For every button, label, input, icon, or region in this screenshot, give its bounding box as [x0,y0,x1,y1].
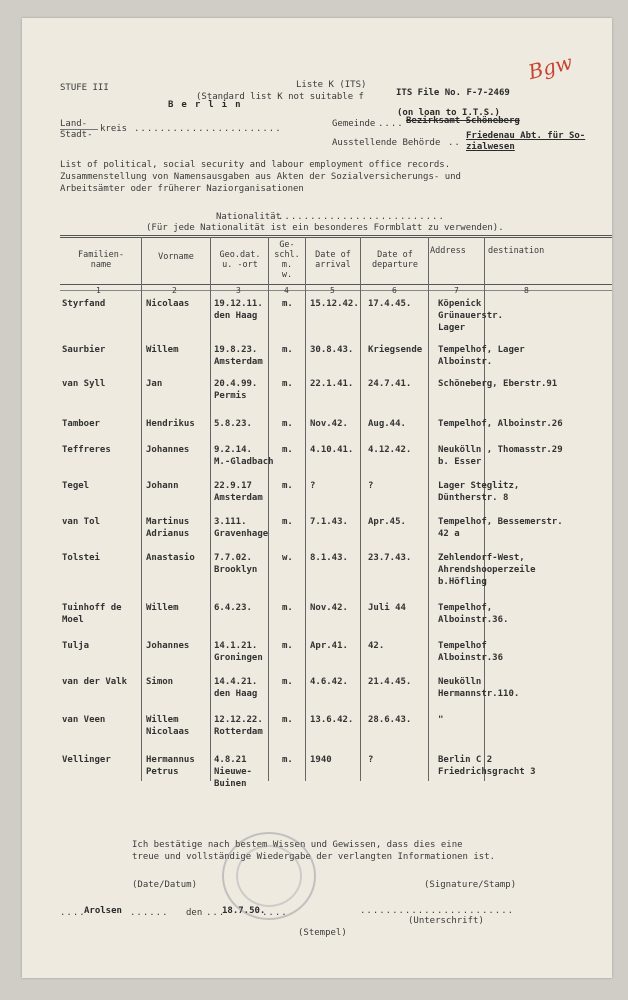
date-value: 18.7.50. [222,906,266,916]
col-header-departure: Date of departure [371,250,419,270]
col-header-address: Address [430,246,466,256]
cell-geburt: 4.8.21 Nieuwe- Buinen [214,755,252,789]
cell-geschlecht: m. [282,379,293,389]
col-header-arrival: Date of arrival [315,250,351,270]
cell-arrival: 13.6.42. [310,715,354,725]
cell-familienname: Tulja [62,641,90,651]
cell-geschlecht: m. [282,419,293,429]
col-number: 7 [454,286,459,295]
ausstellende-label: Ausstellende Behörde [332,138,441,148]
gemeinde-dots: .... [378,119,404,129]
unterschrift-label: (Unterschrift) [408,916,484,926]
stempel-label: (Stempel) [298,928,347,938]
cell-vorname: Johannes [146,445,190,455]
cell-address: Tempelhof, Alboinstr.26 [438,419,563,429]
cell-vorname: Johann [146,481,179,491]
cell-vorname: Willem Nicolaas [146,715,190,737]
cell-geburt: 14.4.21. den Haag [214,677,258,699]
ausstellende-value: Friedenau Abt. für So- zialwesen [466,131,586,152]
cell-vorname: Hermannus Petrus [146,755,195,777]
signature-label: (Signature/Stamp) [424,880,517,890]
cell-arrival: Nov.42. [310,419,348,429]
cell-arrival: ? [310,481,316,491]
cell-vorname: Simon [146,677,174,687]
confirm-line-1: Ich bestätige nach bestem Wissen und Gewissen, dass dies eine [132,840,463,850]
cell-familienname: van der Valk [62,677,128,687]
cell-address: Tempelhof Alboinstr.36 [438,641,504,663]
cell-departure: 21.4.45. [368,677,412,687]
loan-note: (on loan to I.T.S.) [397,108,500,118]
cell-geschlecht: w. [282,553,293,563]
cell-address: Berlin C 2 Friedrichsgracht 3 [438,755,536,777]
cell-arrival: Apr.41. [310,641,348,651]
standard-note: (Standard list K not suitable f [196,92,364,102]
cell-geschlecht: m. [282,481,293,491]
cell-geburt: 3.111. Gravenhage [214,517,269,539]
berlin-heading: Berlin [168,100,249,110]
cell-geburt: 19.12.11. den Haag [214,299,263,321]
cell-arrival: 4.6.42. [310,677,348,687]
cell-familienname: Tolstei [62,553,100,563]
cell-familienname: Saurbier [62,345,106,355]
cell-geschlecht: m. [282,755,293,765]
cell-familienname: van Veen [62,715,106,725]
cell-geburt: 7.7.02. Brooklyn [214,553,258,575]
intro-line-3: Arbeitsämter oder früherer Naziorganisationen [60,184,304,194]
col-number: 1 [96,286,101,295]
cell-address: Tempelhof, Alboinstr.36. [438,603,509,625]
cell-vorname: Johannes [146,641,190,651]
intro-line-2: Zusammenstellung von Namensausgaben aus Akten der Sozialversicherungs- und [60,172,461,182]
cell-arrival: 4.10.41. [310,445,354,455]
cell-geburt: 22.9.17 Amsterdam [214,481,263,503]
cell-vorname: Willem [146,345,179,355]
col-header-geburt: Geo.dat. u. -ort [219,250,261,270]
stufe-label: STUFE III [60,83,109,93]
cell-departure: 17.4.45. [368,299,412,309]
cell-arrival: 1940 [310,755,332,765]
ausstellende-dots: .. [448,138,461,148]
cell-address: " [438,715,444,725]
cell-geschlecht: m. [282,517,293,527]
kreis-dots: ....................... [134,124,282,134]
land-stadt-label: Land- Stadt- [60,119,93,140]
cell-geburt: 20.4.99. Permis [214,379,258,401]
cell-geschlecht: m. [282,603,293,613]
signature-dots: ........................ [360,906,515,916]
cell-arrival: 8.1.43. [310,553,348,563]
confirm-line-2: treue und vollständige Wiedergabe der verlangten Informationen ist. [132,852,496,862]
cell-address: Neukölln , Thomasstr.29 b. Esser [438,445,563,467]
cell-familienname: van Tol [62,517,100,527]
cell-familienname: van Syll [62,379,106,389]
cell-address: Schöneberg, Eberstr.91 [438,379,558,389]
list-title: Liste K (ITS) [296,80,367,90]
cell-familienname: Tegel [62,481,90,491]
nationalitaet-note: (Für jede Nationalität ist ein besonderes Formblatt zu verwenden). [146,223,504,233]
cell-address: Tempelhof, Bessemerstr. 42 a [438,517,563,539]
cell-vorname: Anastasio [146,553,195,563]
cell-departure: ? [368,755,374,765]
gemeinde-value: Bezirksamt Schöneberg [406,116,520,126]
cell-departure: ? [368,481,374,491]
nationalitaet-label: Nationalität [216,212,282,222]
cell-familienname: Tuinhoff de Moel [62,603,122,625]
col-header-familienname: Familien- name [77,250,125,270]
kreis-label: kreis [100,124,128,134]
cell-departure: Juli 44 [368,603,406,613]
cell-geschlecht: m. [282,345,293,355]
cell-address: Köpenick Grünauerstr. Lager [438,299,504,333]
nationalitaet-dots: .......................... [278,212,445,222]
cell-geschlecht: m. [282,715,293,725]
cell-geburt: 9.2.14. M.-Gladbach [214,445,274,467]
file-number: ITS File No. F-7-2469 [396,88,510,98]
cell-geburt: 6.4.23. [214,603,252,613]
cell-address: Tempelhof, Lager Alboinstr. [438,345,525,367]
cell-geburt: 12.12.22. Rotterdam [214,715,263,737]
cell-departure: Aug.44. [368,419,406,429]
col-header-destination: destination [488,246,545,256]
col-number: 3 [236,286,241,295]
cell-geschlecht: m. [282,641,293,651]
cell-departure: 42. [368,641,385,651]
cell-geburt: 14.1.21. Groningen [214,641,263,663]
den-label: den [186,908,203,918]
cell-arrival: 15.12.42. [310,299,359,309]
cell-address: Zehlendorf-West, Ahrendshooperzeile b.Höfling [438,553,536,587]
cell-vorname: Martinus Adrianus [146,517,190,539]
cell-geschlecht: m. [282,299,293,309]
cell-arrival: Nov.42. [310,603,348,613]
cell-familienname: Tamboer [62,419,100,429]
office-stamp-inner [236,845,302,907]
cell-address: Lager Steglitz, Düntherstr. 8 [438,481,520,503]
cell-vorname: Nicolaas [146,299,190,309]
cell-familienname: Teffreres [62,445,111,455]
cell-arrival: 7.1.43. [310,517,348,527]
col-number: 8 [524,286,529,295]
col-header-vorname: Vorname [158,252,194,262]
col-number: 6 [392,286,397,295]
date-dots-right: .... [262,908,288,918]
cell-vorname: Hendrikus [146,419,195,429]
date-label: (Date/Datum) [132,880,198,890]
cell-vorname: Willem [146,603,179,613]
cell-address: Neukölln Hermannstr.110. [438,677,520,699]
cell-departure: Apr.45. [368,517,406,527]
intro-line-1: List of political, social security and labour employment office records. [60,160,451,170]
gemeinde-label: Gemeinde [332,119,376,129]
cell-departure: 4.12.42. [368,445,412,455]
cell-geschlecht: m. [282,677,293,687]
col-number: 2 [172,286,177,295]
cell-arrival: 22.1.41. [310,379,354,389]
cell-departure: Kriegsende [368,345,423,355]
cell-vorname: Jan [146,379,163,389]
place-value: Arolsen [84,906,122,916]
cell-departure: 28.6.43. [368,715,412,725]
cell-geschlecht: m. [282,445,293,455]
cell-geburt: 5.8.23. [214,419,252,429]
place-dots-left: .... [60,908,86,918]
cell-familienname: Styrfand [62,299,106,309]
col-header-geschlecht: Ge- schl. m. w. [274,240,300,280]
col-number: 4 [284,286,289,295]
date-dots-left: ... [206,908,226,918]
handwritten-annotation: Bgw [525,49,575,85]
cell-geburt: 19.8.23. Amsterdam [214,345,263,367]
cell-arrival: 30.8.43. [310,345,354,355]
cell-familienname: Vellinger [62,755,111,765]
place-dots-right: ...... [130,908,169,918]
col-number: 5 [330,286,335,295]
cell-departure: 24.7.41. [368,379,412,389]
cell-departure: 23.7.43. [368,553,412,563]
